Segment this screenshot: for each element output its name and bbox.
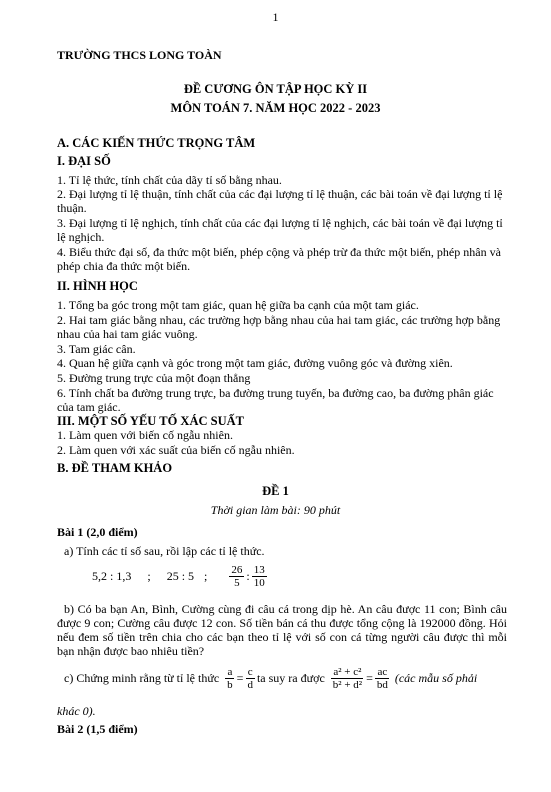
bai-1-c-row (64, 666, 477, 691)
ratio-row (92, 564, 269, 589)
ratio-2: 25 : 5 (166, 569, 195, 583)
part-2-item: 2. Hai tam giác bằng nhau, các trường hợp bằng nhau của hai tam giác, các trường hợp bằng nhau của hai tam giác vuông. (57, 313, 501, 341)
bai-1-heading: Bài 1 (2,0 điểm) (57, 525, 138, 539)
equals-sign: = (366, 671, 373, 685)
document-title: ĐỀ CƯƠNG ÔN TẬP HỌC KỲ II (183, 82, 368, 96)
bai-1-c-note: (các mẫu số phải (394, 671, 478, 685)
part-3-heading: III. MỘT SỐ YẾU TỐ XÁC SUẤT (57, 414, 244, 428)
fraction-c-d: $\frac{c}{d}$ (247, 666, 253, 691)
bai-1-c-middle: ta suy ra được (256, 671, 325, 685)
part-3-item: 2. Làm quen với xác suất của biến cố ngẫu nhiên. (57, 443, 295, 457)
part-2-item: 1. Tổng ba góc trong một tam giác, quan hệ giữa ba cạnh của một tam giác. (57, 298, 419, 312)
fraction-ac-bd: $\frac{ac}{bd}$ (376, 666, 388, 691)
separator: ; (204, 569, 208, 583)
section-b-heading: B. ĐỀ THAM KHẢO (57, 461, 173, 475)
division-colon: : (246, 569, 250, 583)
page-number: 1 (272, 10, 279, 24)
part-2-item: 4. Quan hệ giữa cạnh và góc trong một tam giác, đường vuông góc và đường xiên. (57, 356, 453, 370)
part-1-heading: I. ĐẠI SỐ (57, 154, 111, 168)
part-1-item: 1. Tỉ lệ thức, tính chất của dãy tỉ số bằng nhau. (57, 173, 282, 187)
fraction-13-10: $\frac{13}{10}$ (253, 564, 265, 589)
fraction-26-5: $\frac{26}{5}$ (231, 564, 243, 589)
part-2-heading: II. HÌNH HỌC (57, 279, 138, 293)
bai-2-heading: Bài 2 (1,5 điểm) (57, 722, 138, 736)
fraction-a-b: $\frac{a}{b}$ (227, 666, 233, 691)
section-a-heading: A. CÁC KIẾN THỨC TRỌNG TÂM (57, 136, 256, 150)
part-2-item: 6. Tính chất ba đường trung trực, ba đường trung tuyến, ba đường cao, ba đường phân giác của tam giác. (57, 386, 494, 414)
bai-1-a-text: a) Tính các tỉ số sau, rồi lập các tỉ lệ thức. (64, 544, 265, 558)
equals-sign: = (236, 671, 244, 685)
bai-1-c-note-continued: khác 0). (57, 704, 96, 718)
part-3-item: 1. Làm quen với biến cố ngẫu nhiên. (57, 428, 233, 442)
ratio-1: 5,2 : 1,3 (92, 569, 132, 583)
part-2-item: 3. Tam giác cân. (57, 342, 136, 356)
part-1-item: 2. Đại lượng tỉ lệ thuận, tính chất của các đại lượng tỉ lệ thuận, các bài toán về đại lượng tỉ lệ thuận. (57, 187, 503, 215)
school-name: TRƯỜNG THCS LONG TOÀN (57, 48, 222, 62)
part-1-item: 3. Đại lượng tỉ lệ nghịch, tính chất của các đại lượng tỉ lệ nghịch, các bài toán về đại lượng tỉ lệ nghịch. (57, 216, 503, 244)
fraction-sum-squares: $\frac{\text{a² + c²}}{\text{b² + d²}}$ (332, 666, 363, 691)
part-2-item: 5. Đường trung trực của một đoạn thẳng (57, 371, 251, 385)
exam-time: Thời gian làm bài: 90 phút (210, 503, 341, 517)
bai-1-b-text: b) Có ba bạn An, Bình, Cường cùng đi câu cá trong dịp hè. An câu được 11 con; Bình câu được 9 con; Cường câu được 12 con. Số tiền bán cá thu được tổng cộng là 192000 đồng. Hỏi nếu đem số tiền trên chia cho các bạn theo tỉ lệ với số con cá từng người câu được thì mỗi bạn nhận được bao nhiêu tiền? (57, 602, 507, 658)
bai-1-c-prefix: c) Chứng minh rằng từ tỉ lệ thức (64, 671, 220, 685)
part-1-item: 4. Biểu thức đại số, đa thức một biến, phép cộng và phép trừ đa thức một biến, phép nhân và phép chia đa thức một biến. (57, 245, 501, 273)
separator: ; (147, 569, 151, 583)
document-subtitle: MÔN TOÁN 7. NĂM HỌC 2022 - 2023 (170, 101, 381, 115)
exam-title: ĐỀ 1 (262, 484, 289, 498)
